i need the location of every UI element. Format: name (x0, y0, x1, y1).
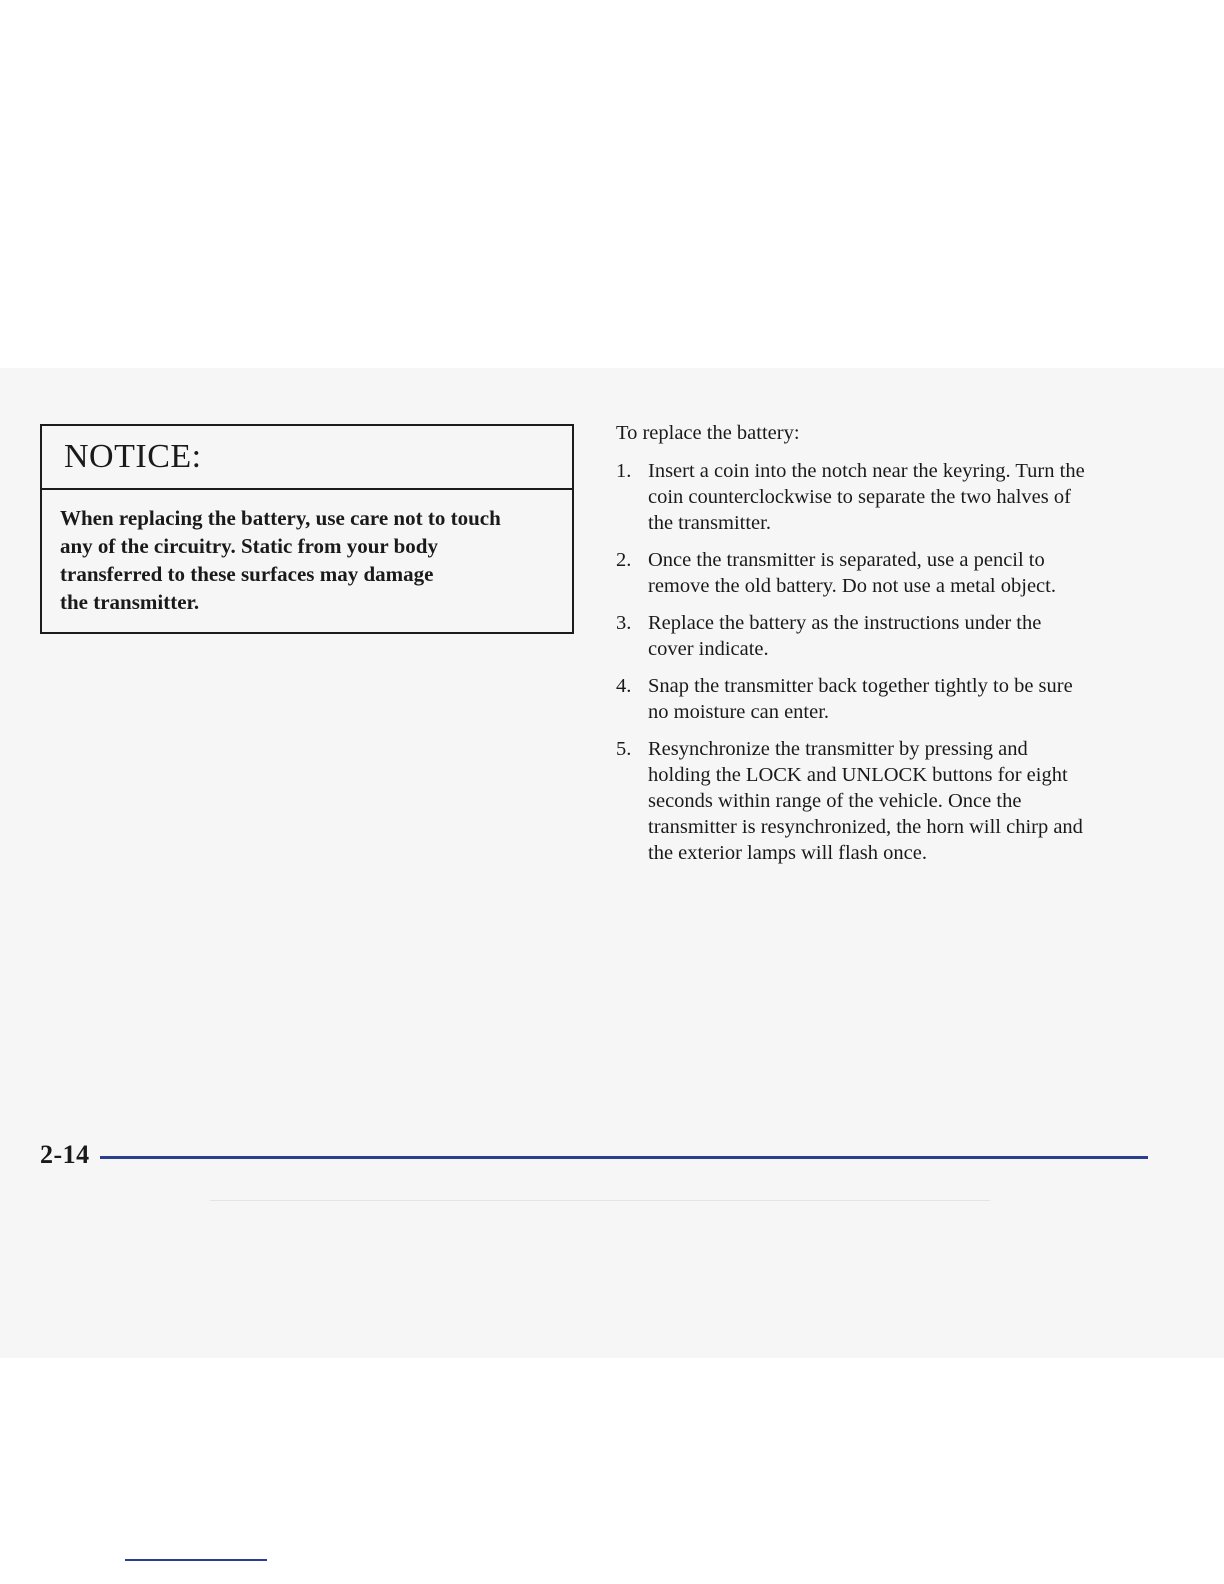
step-line: seconds within range of the vehicle. Once the (648, 790, 1022, 812)
step-line: Insert a coin into the notch near the keyring. Turn the (648, 460, 1085, 482)
step-item (616, 547, 1156, 599)
instructions-column (616, 420, 1156, 877)
step-line: Replace the battery as the instructions under the (648, 612, 1042, 634)
steps-list (616, 458, 1156, 866)
step-line: coin counterclockwise to separate the two halves of (648, 486, 1071, 508)
step-line: Once the transmitter is separated, use a pencil to (648, 549, 1045, 571)
notice-title: NOTICE: (64, 438, 202, 475)
step-line: the exterior lamps will flash once. (648, 842, 927, 864)
step-line: no moisture can enter. (648, 701, 830, 723)
page-number: 2-14 (40, 1140, 90, 1169)
notice-header (42, 426, 572, 490)
step-line: holding the LOCK and UNLOCK buttons for eight (648, 764, 1068, 786)
step-item (616, 736, 1156, 866)
instructions-intro: To replace the battery: (616, 422, 800, 444)
notice-line: the transmitter. (60, 590, 200, 614)
step-text (648, 673, 1156, 725)
notice-body (42, 490, 572, 616)
notice-line: When replacing the battery, use care not to touch (60, 506, 501, 530)
step-text (648, 458, 1156, 536)
footer-rule (100, 1156, 1148, 1159)
notice-box (40, 424, 574, 634)
step-item (616, 458, 1156, 536)
step-line: Snap the transmitter back together tightly to be sure (648, 675, 1073, 697)
step-number: 3. (616, 612, 632, 634)
bottom-rule (125, 1559, 267, 1561)
scan-artifact-line (210, 1200, 990, 1201)
step-line: transmitter is resynchronized, the horn will chirp and (648, 816, 1083, 838)
notice-line: any of the circuitry. Static from your body (60, 534, 438, 558)
step-line: the transmitter. (648, 512, 771, 534)
step-text (648, 547, 1156, 599)
step-number: 4. (616, 675, 632, 697)
step-line: Resynchronize the transmitter by pressing and (648, 738, 1028, 760)
step-item (616, 673, 1156, 725)
step-line: cover indicate. (648, 638, 769, 660)
step-number: 5. (616, 738, 632, 760)
notice-line: transferred to these surfaces may damage (60, 562, 434, 586)
step-text (648, 736, 1156, 866)
page-footer (40, 1140, 1148, 1170)
step-number: 2. (616, 549, 632, 571)
step-text (648, 610, 1156, 662)
step-number: 1. (616, 460, 632, 482)
step-line: remove the old battery. Do not use a metal object. (648, 575, 1056, 597)
step-item (616, 610, 1156, 662)
